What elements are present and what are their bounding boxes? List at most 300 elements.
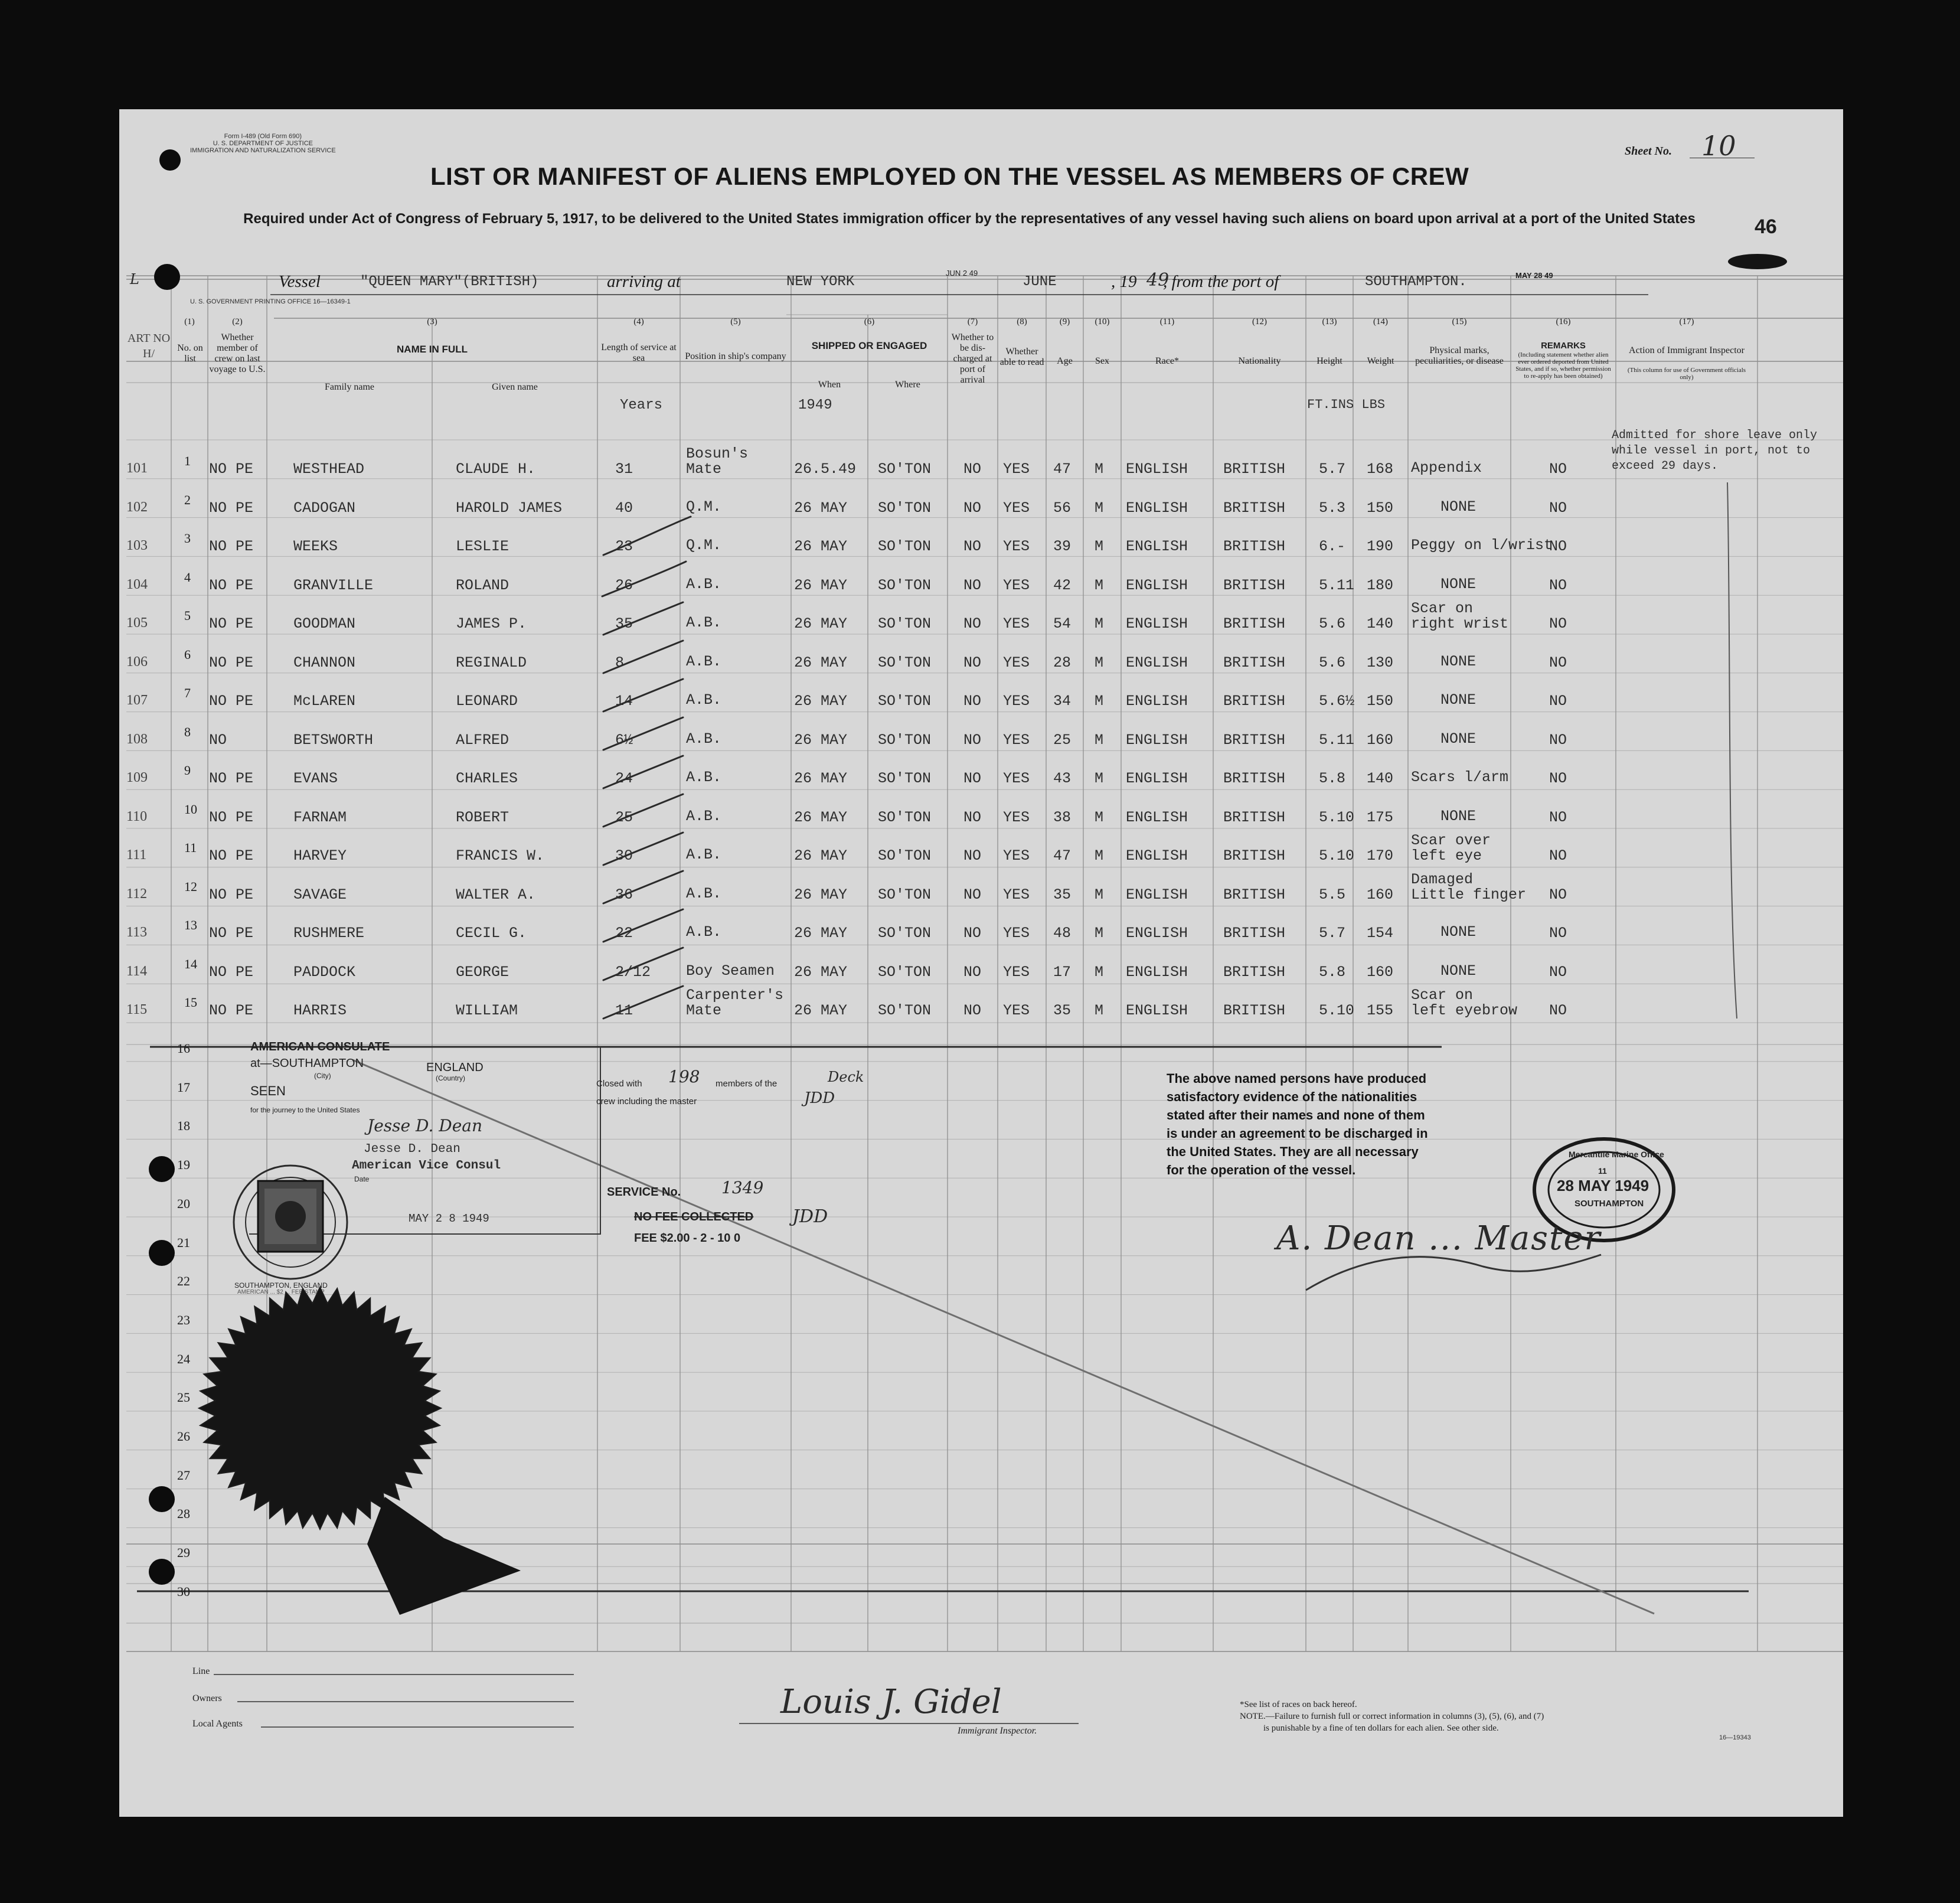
cell-physical: NONE — [1440, 807, 1476, 825]
cell-where: SO'TON — [878, 731, 932, 749]
cell-sex: M — [1095, 654, 1104, 671]
cell-physical: NONE — [1440, 691, 1476, 709]
cell-height: 5.11 — [1319, 576, 1355, 594]
cell-remarks: NO — [1549, 808, 1567, 826]
cell-sex: M — [1095, 808, 1104, 826]
hdr-family-name: Family name — [325, 382, 374, 392]
arrival-date-stamp: JUN 2 49 — [946, 269, 978, 278]
cell-position: Q.M. — [686, 537, 722, 554]
cell-weight: 175 — [1367, 808, 1394, 826]
cell-nationality: BRITISH — [1223, 963, 1286, 981]
cell-discharged: NO — [963, 654, 982, 671]
cell-sex: M — [1095, 1002, 1104, 1019]
cell-height: 5.8 — [1319, 770, 1346, 787]
cell-family: McLAREN — [293, 693, 356, 710]
cell-read: YES — [1003, 963, 1030, 981]
cell-length: 36 — [615, 886, 633, 903]
cell-no: 4 — [184, 569, 191, 585]
cell-where: SO'TON — [878, 693, 932, 710]
cell-race: ENGLISH — [1126, 538, 1188, 555]
cell-member: NO PE — [209, 538, 254, 555]
blank-row-number: 24 — [177, 1351, 190, 1366]
inspector-label: Immigrant Inspector. — [958, 1726, 1037, 1736]
cell-art: 114 — [126, 963, 148, 979]
cell-discharged: NO — [963, 538, 982, 555]
cell-member: NO PE — [209, 770, 254, 787]
cell-read: YES — [1003, 654, 1030, 671]
cell-where: SO'TON — [878, 461, 932, 478]
hdr-no-on-list: No. on list — [177, 343, 203, 364]
blank-row-number: 26 — [177, 1429, 190, 1444]
cell-age: 47 — [1053, 847, 1072, 864]
cell-given: GEORGE — [456, 963, 509, 981]
cell-when: 26 MAY — [794, 731, 848, 749]
cell-art: 111 — [126, 847, 147, 863]
cell-when: 26 MAY — [794, 654, 848, 671]
cell-member: NO PE — [209, 461, 254, 478]
manifest-sheet: Form I-489 (Old Form 690) U. S. DEPARTMENT OF JUSTICE IMMIGRATION AND NATURALIZATION SERVICE Sheet No. 10 LIST OR MANIFEST OF ALIENS EMPLOYED ON THE VESSEL AS MEMBERS OF CREW Required under Act of Congress of February 5, 1917, to be delivered to the United States immigration officer by the representatives of any vessel having such aliens on board upon arrival at a port of the United States 46 L Vessel "QUEEN MARY"(BRITISH) arriving at NEW YORK JUN 2 49 JUNE , 19 49 , from the port of SOUTHAMPTON. MAY 28 49 U. S. GOVERNMENT PRINTING OFFICE 16—16349-1 (1) (2) (3) (4) (5) (6) (7) (8) (9) (10) (11) (12) (13) (14) (15) (16) (17) ART NO H/ No. on list Whether member of crew on last voyage to U.S. NAME IN FULL Family name Given name Length of service at sea Position in ship's company SHIPPED OR ENGAGED When Where Whether to be dis-charged at port of arrival Whether able to read Age Sex Race* Nationality Height Weight Physical marks, peculiarities, or disease REMARKS (Including statement whether alien ever ordered deported from United States, and if so, whether permission to re-apply has been obtained) Action of Immigrant Inspector (This column for use of Government officials only) Years 1949 FT.INS LBS Admitted for shore leave only while vessel in port, not to exceed 29 days. 101 1 NO PE WESTHEAD CLAUDE H. 31 Bosun's Mate 26.5.49 SO'TON NO YES 47 M ENGLISH BRITISH 5.7 168 Appendix NO 102 2 NO PE CADOGAN HAROLD JAMES 40 Q.M. 26 MAY SO'TON NO YES 56 M ENGLISH BRITISH 5.3 150 NONE NO 103 3 NO PE WEEKS LESLIE 23 Q.M. 26 MAY SO'TON NO YES 39 M ENGLISH BRITISH 6.- 190 Peggy on l/wrist NO 104 4 NO PE GRANVILLE ROLAND 26 A.B. 26 MAY SO'TON NO YES 42 M ENGLISH BRITISH 5.11 180 NONE NO 105 5 NO PE GOODMAN JAMES P. 35 A.B. 26 MAY SO'TON NO YES 54 M ENGLISH BRITISH 5.6 140 Scar on right wrist NO 106 6 NO PE CHANNON REGINALD 8 A.B. 26 MAY SO'TON NO YES 28 M ENGLISH BRITISH 5.6 130 NONE NO 107 7 NO PE McLAREN LEONARD 14 A.B. 26 MAY SO'TON NO YES 34 M ENGLISH BRITISH 5.6½ 150 NONE NO 108 8 NO BETSWORTH ALFRED 6½ A.B. 26 MAY SO'TON NO YES 25 M ENGLISH BRITISH 5.11 160 NONE NO 109 9 NO PE EVANS CHARLES 24 A.B. 26 MAY SO'TON NO YES 43 M ENGLISH BRITISH 5.8 140 Scars l/arm NO 110 10 NO PE FARNAM ROBERT 25 A.B. 26 MAY SO'TON NO YES 38 M ENGLISH BRITISH 5.10 175 NONE NO 111 11 NO PE HARVEY FRANCIS W. 30 A.B. 26 MAY SO'TON NO YES 47 M ENGLISH BRITISH 5.10 170 Scar over left eye NO 112 12 NO PE SAVAGE WALTER A. 36 A.B. 26 MAY SO'TON NO YES 35 M ENGLISH BRITISH 5.5 160 Damaged Little finger NO 113 13 NO PE RUSHMERE CECIL G. 22 A.B. 26 MAY SO'TON NO YES 48 M ENGLISH BRITISH 5.7 154 NONE NO 114 14 NO PE PADDOCK GEORGE 2/12 Boy Seamen 26 MAY SO'TON NO YES 17 M ENGLISH BRITISH 5.8 160 NONE NO 115 15 NO PE HARRIS WILLIAM 11 Carpenter's Mate 26 MAY SO'TON NO YES 35 M ENGLISH BRITISH 5.10 155 Scar on left eyebrow NO 16 17 18 19 20 21 22 23 24 25 26 27 28 29 30 AMERICAN CONSULATE at—SOUTHAMPTON ENGLAND (City) (Country) SEEN for the journey to the United States Jesse D. Dean Jesse D. Dean American Vice Consul Date MAY 2 8 1949 SOUTHAMPTON, ENGLAND AMERICAN ... $2 ... FEE STAMP Closed with 198 members of the Deck crew including the master JDD SERVICE No. 1349 NO FEE COLLECTED FEE $2.00 - 2 - 10 0 JDD The above named persons have produced satisfactory evidence of the nationalities stated after their names and none of them is under an agreement to be discharged in the United States. They are all necessary for the operation of the vessel. Mercantile Marine Office 11 28 MAY 1949 SOUTHAMPTON A. Dean ... Master Line Owners Local Agents Louis J. Gidel Immigrant Inspector. *See list of races on back hereof. NOTE.—Failure to furnish full or correct information in columns (3), (5), (6), and (7) is punishable by a fine of ten dollars for each alien. See other side. 16—19343 — [119, 109, 1843, 1817]
cell-family: HARVEY — [293, 847, 347, 864]
cell-where: SO'TON — [878, 538, 932, 555]
cell-length: 35 — [615, 615, 633, 632]
cell-given: ALFRED — [456, 731, 509, 749]
hdr-where: Where — [895, 380, 920, 390]
cell-physical: Scar on right wrist — [1411, 600, 1509, 632]
cell-when: 26 MAY — [794, 925, 848, 942]
cell-given: WILLIAM — [456, 1002, 518, 1019]
cell-when: 26 MAY — [794, 693, 848, 710]
cell-length: 14 — [615, 693, 633, 710]
hdr-able-read: Whether able to read — [999, 347, 1044, 367]
cell-discharged: NO — [963, 925, 982, 942]
blank-row-number: 16 — [177, 1041, 190, 1056]
cell-member: NO PE — [209, 808, 254, 826]
cell-remarks: NO — [1549, 770, 1567, 787]
cell-height: 5.7 — [1319, 461, 1346, 478]
cell-race: ENGLISH — [1126, 654, 1188, 671]
cell-age: 47 — [1053, 461, 1072, 478]
cell-position: A.B. — [686, 691, 722, 709]
cell-age: 48 — [1053, 925, 1072, 942]
cell-age: 28 — [1053, 654, 1072, 671]
arrival-month: JUNE — [1023, 274, 1057, 290]
footer-code: 16—19343 — [1719, 1734, 1751, 1741]
cell-where: SO'TON — [878, 886, 932, 903]
cell-nationality: BRITISH — [1223, 538, 1286, 555]
cell-height: 5.7 — [1319, 925, 1346, 942]
line-label: Line — [192, 1666, 210, 1676]
cell-height: 5.10 — [1319, 847, 1355, 864]
cell-given: WALTER A. — [456, 886, 536, 903]
cell-family: HARRIS — [293, 1002, 347, 1019]
cell-family: BETSWORTH — [293, 731, 374, 749]
cell-sex: M — [1095, 499, 1104, 517]
cell-when: 26 MAY — [794, 886, 848, 903]
cell-art: 115 — [126, 1002, 148, 1017]
cell-art: 109 — [126, 770, 148, 785]
cell-family: CHANNON — [293, 654, 356, 671]
cell-nationality: BRITISH — [1223, 499, 1286, 517]
cell-length: 8 — [615, 654, 625, 671]
cell-physical: NONE — [1440, 730, 1476, 748]
cell-nationality: BRITISH — [1223, 1002, 1286, 1019]
blank-row-number: 28 — [177, 1506, 190, 1522]
hdr-art-no: ART NO H/ — [127, 332, 171, 360]
cell-weight: 190 — [1367, 538, 1394, 555]
cell-where: SO'TON — [878, 963, 932, 981]
cell-weight: 168 — [1367, 461, 1394, 478]
vessel-prefix: L — [130, 271, 139, 288]
cell-discharged: NO — [963, 770, 982, 787]
cell-read: YES — [1003, 1002, 1030, 1019]
cell-nationality: BRITISH — [1223, 847, 1286, 864]
cell-when: 26 MAY — [794, 615, 848, 632]
cell-when: 26 MAY — [794, 1002, 848, 1019]
cell-when: 26 MAY — [794, 538, 848, 555]
cell-discharged: NO — [963, 963, 982, 981]
cell-sex: M — [1095, 847, 1104, 864]
cell-position: A.B. — [686, 884, 722, 902]
cell-where: SO'TON — [878, 499, 932, 517]
cell-member: NO PE — [209, 499, 254, 517]
hdr-action: Action of Immigrant Inspector — [1629, 345, 1745, 355]
vessel-name: "QUEEN MARY"(BRITISH) — [360, 274, 539, 290]
cell-height: 5.3 — [1319, 499, 1346, 517]
cell-physical: Appendix — [1411, 459, 1482, 476]
cell-discharged: NO — [963, 499, 982, 517]
cell-read: YES — [1003, 615, 1030, 632]
cell-height: 5.6 — [1319, 654, 1346, 671]
cell-age: 35 — [1053, 1002, 1072, 1019]
cell-nationality: BRITISH — [1223, 654, 1286, 671]
cell-discharged: NO — [963, 1002, 982, 1019]
cell-given: CLAUDE H. — [456, 461, 536, 478]
from-date-stamp: MAY 28 49 — [1515, 271, 1553, 280]
sheet-no-value: 10 — [1701, 130, 1736, 162]
cell-discharged: NO — [963, 693, 982, 710]
cell-read: YES — [1003, 461, 1030, 478]
hdr-height: Height — [1317, 356, 1342, 366]
cell-weight: 160 — [1367, 731, 1394, 749]
cell-where: SO'TON — [878, 770, 932, 787]
hdr-remarks: REMARKS — [1541, 341, 1586, 351]
cell-read: YES — [1003, 731, 1030, 749]
cell-given: CECIL G. — [456, 925, 527, 942]
cell-race: ENGLISH — [1126, 770, 1188, 787]
cell-height: 5.11 — [1319, 731, 1355, 749]
cell-weight: 140 — [1367, 770, 1394, 787]
cell-physical: NONE — [1440, 575, 1476, 593]
cell-remarks: NO — [1549, 925, 1567, 942]
hdr-action-sub: (This column for use of Government officials only) — [1627, 367, 1746, 381]
cell-remarks: NO — [1549, 538, 1567, 555]
cell-where: SO'TON — [878, 615, 932, 632]
form-id: Form I-489 (Old Form 690) U. S. DEPARTMENT OF JUSTICE IMMIGRATION AND NATURALIZATION SERVICE — [190, 133, 336, 154]
local-agents-label: Local Agents — [192, 1719, 243, 1729]
cell-physical: NONE — [1440, 923, 1476, 941]
cell-no: 12 — [184, 879, 197, 894]
vessel-label: Vessel — [279, 272, 321, 291]
cell-weight: 160 — [1367, 886, 1394, 903]
cell-sex: M — [1095, 576, 1104, 594]
cell-member: NO PE — [209, 1002, 254, 1019]
cell-position: Boy Seamen — [686, 962, 775, 980]
cell-weight: 130 — [1367, 654, 1394, 671]
cell-no: 15 — [184, 995, 197, 1010]
blank-row-number: 21 — [177, 1235, 190, 1250]
cell-remarks: NO — [1549, 963, 1567, 981]
cell-weight: 154 — [1367, 925, 1394, 942]
cell-family: CADOGAN — [293, 499, 356, 517]
cell-read: YES — [1003, 576, 1030, 594]
cell-nationality: BRITISH — [1223, 808, 1286, 826]
signature-flourish — [1294, 1231, 1625, 1296]
footer-notes: *See list of races on back hereof. NOTE.—Failure to furnish full or correct information in columns (3), (5), (6), and (7) is punishable by a fine of ten dollars for each alien. See other side. — [1240, 1700, 1544, 1733]
cell-age: 35 — [1053, 886, 1072, 903]
cell-no: 11 — [184, 840, 197, 855]
cell-position: Bosun's Mate — [686, 445, 749, 478]
cell-race: ENGLISH — [1126, 808, 1188, 826]
cell-length: 30 — [615, 847, 633, 864]
cell-nationality: BRITISH — [1223, 731, 1286, 749]
hdr-age: Age — [1057, 356, 1073, 366]
cell-age: 34 — [1053, 693, 1072, 710]
cell-discharged: NO — [963, 731, 982, 749]
print-line: U. S. GOVERNMENT PRINTING OFFICE 16—16349-1 — [190, 298, 351, 305]
cell-nationality: BRITISH — [1223, 925, 1286, 942]
hdr-discharged: Whether to be dis-charged at port of arrival — [951, 332, 994, 385]
document-title: LIST OR MANIFEST OF ALIENS EMPLOYED ON THE VESSEL AS MEMBERS OF CREW — [430, 162, 1469, 190]
cell-physical: NONE — [1440, 962, 1476, 980]
cell-given: LESLIE — [456, 538, 509, 555]
cell-position: Q.M. — [686, 498, 722, 515]
cell-height: 6.- — [1319, 538, 1346, 555]
cell-member: NO PE — [209, 963, 254, 981]
cell-discharged: NO — [963, 808, 982, 826]
cell-height: 5.6½ — [1319, 693, 1355, 710]
cell-remarks: NO — [1549, 499, 1567, 517]
cell-art: 106 — [126, 654, 148, 670]
blank-row-number: 18 — [177, 1118, 190, 1134]
cell-read: YES — [1003, 847, 1030, 864]
cell-when: 26.5.49 — [794, 461, 857, 478]
cell-member: NO PE — [209, 654, 254, 671]
cell-physical: Scar on left eyebrow — [1411, 987, 1518, 1019]
cell-given: ROBERT — [456, 808, 509, 826]
cell-family: EVANS — [293, 770, 338, 787]
cell-family: GRANVILLE — [293, 576, 374, 594]
cell-where: SO'TON — [878, 847, 932, 864]
cell-position: Carpenter's Mate — [686, 987, 784, 1019]
page-number: 46 — [1755, 216, 1777, 238]
cell-family: WEEKS — [293, 538, 338, 555]
blank-row-number: 23 — [177, 1312, 190, 1327]
cell-sex: M — [1095, 538, 1104, 555]
blank-row-number: 30 — [177, 1584, 190, 1599]
hdr-nationality: Nationality — [1238, 356, 1281, 366]
cell-art: 113 — [126, 925, 148, 940]
cell-discharged: NO — [963, 576, 982, 594]
cell-read: YES — [1003, 925, 1030, 942]
cell-remarks: NO — [1549, 461, 1567, 478]
year-suffix: 49 — [1146, 270, 1170, 290]
cell-read: YES — [1003, 693, 1030, 710]
cell-position: A.B. — [686, 652, 722, 670]
ink-blot — [1728, 254, 1787, 269]
cell-member: NO PE — [209, 693, 254, 710]
cell-height: 5.5 — [1319, 886, 1346, 903]
cell-family: PADDOCK — [293, 963, 356, 981]
cell-length: 25 — [615, 808, 633, 826]
cell-sex: M — [1095, 770, 1104, 787]
cell-nationality: BRITISH — [1223, 770, 1286, 787]
cell-length: 6½ — [615, 731, 633, 749]
cell-no: 1 — [184, 453, 191, 468]
inspector-signature: Louis J. Gidel — [780, 1683, 1002, 1721]
cell-member: NO — [209, 731, 227, 749]
owners-label: Owners — [192, 1693, 222, 1703]
cell-physical: NONE — [1440, 652, 1476, 670]
blank-row-number: 27 — [177, 1467, 190, 1483]
cell-remarks: NO — [1549, 615, 1567, 632]
cell-no: 7 — [184, 686, 191, 700]
cell-sex: M — [1095, 731, 1104, 749]
cell-physical: Peggy on l/wrist — [1411, 537, 1553, 554]
sheet-no-label: Sheet No. — [1625, 145, 1672, 158]
year-prefix: , 19 — [1111, 272, 1137, 291]
cell-family: RUSHMERE — [293, 925, 365, 942]
hdr-name-full: NAME IN FULL — [397, 344, 468, 355]
cell-art: 105 — [126, 615, 148, 631]
nationality-statement: The above named persons have produced satisfactory evidence of the nationalities stated after their names and none of them is under an agreement to be discharged in the United States. They are all necessary for the operation of the vessel. — [1167, 1071, 1428, 1177]
cell-race: ENGLISH — [1126, 847, 1188, 864]
cell-remarks: NO — [1549, 654, 1567, 671]
cell-race: ENGLISH — [1126, 576, 1188, 594]
requirement-text: Required under Act of Congress of February 5, 1917, to be delivered to the United States immigration officer by the representatives of any vessel having such aliens on board upon arrival at a port of the United States — [243, 211, 1696, 227]
cell-race: ENGLISH — [1126, 1002, 1188, 1019]
cell-read: YES — [1003, 538, 1030, 555]
cell-race: ENGLISH — [1126, 963, 1188, 981]
hdr-remarks-sub: (Including statement whether alien ever ordered deported from United States, and if so, whether permission to re-apply has been obtained) — [1515, 351, 1611, 380]
cell-nationality: BRITISH — [1223, 461, 1286, 478]
cell-no: 3 — [184, 531, 191, 546]
cell-weight: 140 — [1367, 615, 1394, 632]
hdr-member-us: Whether member of crew on last voyage to U.S. — [209, 332, 266, 374]
cell-position: A.B. — [686, 769, 722, 786]
cell-nationality: BRITISH — [1223, 576, 1286, 594]
cell-physical: Damaged Little finger — [1411, 870, 1527, 903]
cell-age: 54 — [1053, 615, 1072, 632]
cell-member: NO PE — [209, 886, 254, 903]
blank-row-number: 25 — [177, 1390, 190, 1405]
units-year: 1949 — [798, 397, 832, 413]
cell-position: A.B. — [686, 923, 722, 941]
cell-nationality: BRITISH — [1223, 615, 1286, 632]
cell-read: YES — [1003, 499, 1030, 517]
cell-read: YES — [1003, 808, 1030, 826]
cell-position: A.B. — [686, 730, 722, 748]
cell-where: SO'TON — [878, 925, 932, 942]
cell-remarks: NO — [1549, 847, 1567, 864]
cell-nationality: BRITISH — [1223, 886, 1286, 903]
cell-height: 5.10 — [1319, 1002, 1355, 1019]
cell-weight: 155 — [1367, 1002, 1394, 1019]
cell-weight: 180 — [1367, 576, 1394, 594]
cell-given: JAMES P. — [456, 615, 527, 632]
cell-family: SAVAGE — [293, 886, 347, 903]
remarks-note: Admitted for shore leave only while vessel in port, not to exceed 29 days. — [1612, 429, 1818, 473]
arriving-port: NEW YORK — [786, 274, 855, 290]
cell-race: ENGLISH — [1126, 886, 1188, 903]
cell-sex: M — [1095, 963, 1104, 981]
cell-family: WESTHEAD — [293, 461, 365, 478]
cell-art: 104 — [126, 576, 148, 592]
cell-discharged: NO — [963, 847, 982, 864]
cell-position: A.B. — [686, 614, 722, 631]
cell-age: 17 — [1053, 963, 1072, 981]
blank-row-number: 20 — [177, 1196, 190, 1211]
units-years: Years — [620, 397, 663, 413]
cell-age: 39 — [1053, 538, 1072, 555]
hdr-shipped: SHIPPED OR ENGAGED — [811, 340, 927, 351]
cell-race: ENGLISH — [1126, 731, 1188, 749]
cell-given: CHARLES — [456, 770, 518, 787]
cell-where: SO'TON — [878, 576, 932, 594]
cell-where: SO'TON — [878, 654, 932, 671]
cell-member: NO PE — [209, 847, 254, 864]
hdr-when: When — [818, 380, 841, 390]
blank-row-number: 22 — [177, 1274, 190, 1289]
cell-no: 6 — [184, 647, 191, 662]
cell-no: 10 — [184, 801, 197, 817]
cell-position: A.B. — [686, 575, 722, 593]
cell-art: 103 — [126, 538, 148, 553]
cell-sex: M — [1095, 461, 1104, 478]
cell-position: A.B. — [686, 807, 722, 825]
from-port-label: , from the port of — [1163, 272, 1279, 291]
cell-given: FRANCIS W. — [456, 847, 545, 864]
cell-length: 22 — [615, 925, 633, 942]
cell-physical: Scars l/arm — [1411, 769, 1509, 786]
cell-physical: NONE — [1440, 498, 1476, 515]
master-signature: A. Dean ... Master — [1276, 1219, 1602, 1258]
cell-physical: Scar over left eye — [1411, 832, 1491, 864]
cell-no: 8 — [184, 724, 191, 739]
cell-length: 40 — [615, 499, 633, 517]
cell-art: 102 — [126, 499, 148, 515]
cell-age: 43 — [1053, 770, 1072, 787]
hdr-weight: Weight — [1367, 356, 1394, 366]
hdr-sex: Sex — [1095, 356, 1109, 366]
cell-remarks: NO — [1549, 886, 1567, 903]
cell-sex: M — [1095, 925, 1104, 942]
cell-nationality: BRITISH — [1223, 693, 1286, 710]
cell-art: 108 — [126, 731, 148, 747]
cell-when: 26 MAY — [794, 499, 848, 517]
cell-sex: M — [1095, 693, 1104, 710]
cell-read: YES — [1003, 770, 1030, 787]
blank-row-number: 19 — [177, 1157, 190, 1173]
cell-race: ENGLISH — [1126, 693, 1188, 710]
cell-age: 56 — [1053, 499, 1072, 517]
cell-length: 23 — [615, 538, 633, 555]
cell-height: 5.8 — [1319, 963, 1346, 981]
cell-sex: M — [1095, 886, 1104, 903]
cell-given: REGINALD — [456, 654, 527, 671]
cell-age: 38 — [1053, 808, 1072, 826]
cell-art: 112 — [126, 886, 148, 902]
cell-given: HAROLD JAMES — [456, 499, 563, 517]
